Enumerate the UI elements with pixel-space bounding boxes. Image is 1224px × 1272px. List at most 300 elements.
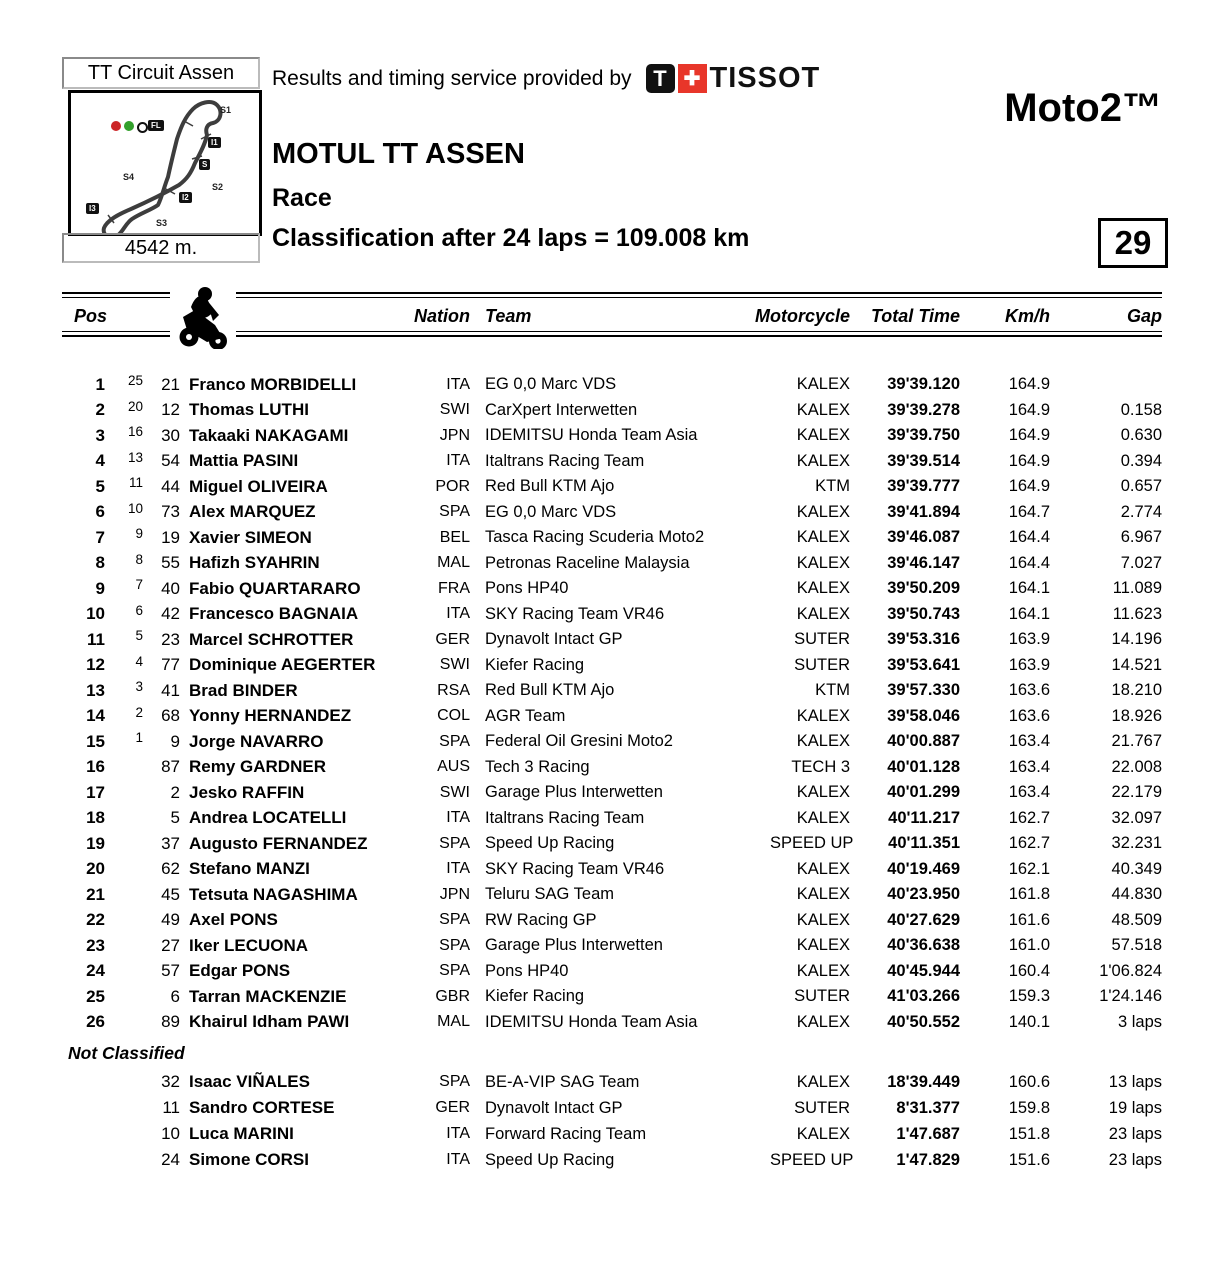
nation-cell: AUS — [437, 758, 470, 776]
rider-number-cell: 42 — [161, 604, 180, 624]
nation-cell: ITA — [446, 809, 470, 827]
gap-cell: 0.630 — [1120, 426, 1162, 445]
category-title: Moto2™ — [1004, 86, 1162, 130]
result-row — [62, 908, 1162, 934]
kmh-cell: 163.9 — [1008, 630, 1050, 649]
team-cell: Pons HP40 — [485, 961, 569, 980]
gap-cell: 2.774 — [1120, 502, 1162, 521]
total-time-cell: 18'39.449 — [887, 1072, 960, 1091]
result-row — [62, 959, 1162, 985]
pos-cell: 17 — [86, 782, 105, 802]
total-time-cell: 1'47.829 — [896, 1150, 960, 1169]
motorcycle-cell: TECH 3 — [791, 757, 850, 776]
rider-number-cell: 45 — [161, 884, 180, 904]
total-time-cell: 8'31.377 — [896, 1098, 960, 1117]
points-cell: 4 — [135, 653, 143, 669]
kmh-cell: 162.7 — [1008, 808, 1050, 827]
kmh-cell: 164.7 — [1008, 502, 1050, 521]
total-time-cell: 39'57.330 — [887, 681, 960, 700]
marker-ring-icon — [137, 122, 148, 133]
rider-name-cell: Edgar PONS — [189, 961, 291, 981]
motorcycle-cell: KALEX — [796, 859, 850, 878]
kmh-cell: 151.6 — [1008, 1150, 1050, 1169]
rider-number-cell: 87 — [161, 757, 180, 777]
points-cell: 5 — [135, 628, 143, 644]
total-time-cell: 40'11.351 — [888, 834, 960, 853]
gap-cell: 13 laps — [1108, 1072, 1162, 1091]
gap-cell: 19 laps — [1108, 1098, 1162, 1117]
rider-number-cell: 37 — [161, 833, 180, 853]
motorcycle-cell: KALEX — [796, 1072, 850, 1091]
points-cell: 8 — [135, 551, 143, 567]
result-row — [62, 1010, 1162, 1036]
rider-name-cell: Dominique AEGERTER — [189, 655, 376, 675]
classification-line: Classification after 24 laps = 109.008 km — [272, 224, 750, 252]
kmh-cell: 161.0 — [1008, 936, 1050, 955]
total-time-cell: 41'03.266 — [887, 987, 960, 1006]
motorcycle-cell: KALEX — [796, 910, 850, 929]
not-classified-results — [62, 1069, 1162, 1173]
rider-name-cell: Fabio QUARTARARO — [189, 578, 361, 598]
gap-cell: 23 laps — [1108, 1124, 1162, 1143]
nation-cell: JPN — [439, 426, 470, 444]
pos-cell: 10 — [86, 604, 105, 624]
nation-cell: MAL — [437, 554, 470, 572]
result-row — [62, 729, 1162, 755]
team-cell: RW Racing GP — [485, 910, 597, 929]
event-title: MOTUL TT ASSEN — [272, 138, 525, 170]
total-time-cell: 39'39.278 — [887, 400, 960, 419]
finish-line-marker: FL — [148, 120, 164, 131]
pos-cell: 6 — [95, 502, 105, 522]
pos-cell: 9 — [95, 578, 105, 598]
rider-name-cell: Thomas LUTHI — [189, 400, 309, 420]
rider-number-cell: 89 — [161, 1012, 180, 1032]
motorcycle-cell: KTM — [815, 681, 850, 700]
rider-number-cell: 32 — [161, 1072, 180, 1091]
rider-name-cell: Brad BINDER — [189, 680, 298, 700]
header-team: Team — [485, 305, 532, 326]
nation-cell: JPN — [439, 885, 470, 903]
nation-cell: SWI — [439, 656, 470, 674]
pos-cell: 25 — [86, 986, 105, 1006]
kmh-cell: 164.1 — [1008, 579, 1050, 598]
result-row — [62, 423, 1162, 449]
red-light-icon — [111, 121, 121, 131]
motorcycle-cell: KALEX — [796, 502, 850, 521]
rider-name-cell: Xavier SIMEON — [189, 527, 312, 547]
result-row — [62, 678, 1162, 704]
rider-number-cell: 49 — [161, 910, 180, 930]
rider-number-cell: 24 — [161, 1150, 180, 1169]
total-time-cell: 39'53.316 — [887, 630, 960, 649]
kmh-cell: 162.7 — [1008, 834, 1050, 853]
nation-cell: ITA — [446, 860, 470, 878]
kmh-cell: 159.8 — [1008, 1098, 1050, 1117]
rider-name-cell: Sandro CORTESE — [189, 1098, 335, 1117]
motorcycle-cell: KALEX — [796, 451, 850, 470]
kmh-cell: 162.1 — [1008, 859, 1050, 878]
gap-cell: 57.518 — [1111, 936, 1162, 955]
rider-name-cell: Iker LECUONA — [189, 935, 309, 955]
team-cell: EG 0,0 Marc VDS — [485, 375, 617, 394]
pos-cell: 5 — [95, 476, 105, 496]
rider-name-cell: Jesko RAFFIN — [189, 782, 305, 802]
classified-results — [62, 372, 1162, 1035]
gap-cell: 11.089 — [1112, 579, 1162, 598]
team-cell: Garage Plus Interwetten — [485, 783, 663, 802]
header-motorcycle: Motorcycle — [754, 305, 850, 326]
gap-cell: 21.767 — [1111, 732, 1162, 751]
rider-number-cell: 30 — [161, 425, 180, 445]
result-row — [62, 780, 1162, 806]
points-cell: 10 — [127, 500, 143, 516]
gap-cell: 22.179 — [1111, 783, 1162, 802]
team-cell: Dynavolt Intact GP — [485, 1098, 623, 1117]
pos-cell: 13 — [86, 680, 105, 700]
total-time-cell: 39'58.046 — [887, 706, 960, 725]
header-gap: Gap — [1126, 305, 1162, 326]
motorcycle-cell: KALEX — [796, 579, 850, 598]
green-light-icon — [124, 121, 134, 131]
total-time-cell: 40'01.128 — [887, 757, 960, 776]
team-cell: Petronas Raceline Malaysia — [485, 553, 690, 572]
motorcycle-cell: SPEED UP — [770, 834, 854, 853]
rider-name-cell: Franco MORBIDELLI — [189, 374, 357, 394]
kmh-cell: 160.4 — [1008, 961, 1050, 980]
rider-number-cell: 9 — [170, 731, 180, 751]
total-time-cell: 39'39.750 — [887, 426, 960, 445]
gap-cell: 48.509 — [1111, 910, 1162, 929]
kmh-cell: 164.4 — [1008, 553, 1050, 572]
gap-cell: 0.657 — [1120, 477, 1162, 496]
result-row — [62, 1069, 1162, 1095]
points-cell: 25 — [127, 373, 143, 389]
points-cell: 20 — [127, 398, 143, 414]
result-row — [62, 1121, 1162, 1147]
rider-number-cell: 27 — [161, 935, 180, 955]
team-cell: EG 0,0 Marc VDS — [485, 502, 617, 521]
rider-number-cell: 41 — [161, 680, 180, 700]
nation-cell: SPA — [439, 503, 470, 521]
team-cell: SKY Racing Team VR46 — [485, 859, 665, 878]
rider-number-cell: 54 — [161, 451, 180, 471]
points-cell: 3 — [135, 679, 143, 695]
result-row — [62, 1095, 1162, 1121]
team-cell: IDEMITSU Honda Team Asia — [485, 426, 698, 445]
team-cell: Kiefer Racing — [485, 987, 585, 1006]
pos-cell: 23 — [86, 935, 105, 955]
motorcycle-cell: KALEX — [796, 936, 850, 955]
result-row — [62, 627, 1162, 653]
rider-name-cell: Stefano MANZI — [189, 859, 310, 879]
rider-name-cell: Hafizh SYAHRIN — [189, 553, 320, 573]
rider-name-cell: Axel PONS — [189, 910, 278, 930]
nation-cell: SPA — [439, 911, 470, 929]
service-text: Results and timing service provided by — [272, 66, 632, 90]
points-cell: 7 — [135, 577, 143, 593]
total-time-cell: 40'01.299 — [887, 783, 960, 802]
sector-label-s1: S1 — [220, 105, 232, 115]
rider-name-cell: Andrea LOCATELLI — [189, 808, 347, 828]
motorcycle-cell: KALEX — [796, 808, 850, 827]
race-number-box — [1098, 218, 1168, 268]
motorcycle-cell: SUTER — [794, 655, 850, 674]
motorcycle-cell: KALEX — [796, 528, 850, 547]
result-row — [62, 372, 1162, 398]
rider-number-cell: 11 — [162, 1098, 180, 1117]
rider-number-cell: 10 — [161, 1124, 180, 1143]
circuit-name: TT Circuit Assen — [87, 61, 235, 84]
total-time-cell: 40'19.469 — [887, 859, 960, 878]
nation-cell: ITA — [446, 1125, 470, 1142]
kmh-cell: 163.4 — [1008, 783, 1050, 802]
gap-cell: 44.830 — [1111, 885, 1162, 904]
nation-cell: SPA — [439, 962, 470, 980]
motorcycle-cell: SUTER — [794, 987, 850, 1006]
nation-cell: GER — [435, 630, 470, 648]
gap-cell: 18.210 — [1111, 681, 1162, 700]
rider-number-cell: 40 — [161, 578, 180, 598]
kmh-cell: 151.8 — [1008, 1124, 1050, 1143]
track-length: 4542 m. — [124, 236, 198, 259]
circuit-name-box — [62, 57, 260, 89]
pos-cell: 19 — [86, 833, 105, 853]
total-time-cell: 39'39.514 — [887, 451, 960, 470]
header-kmh: Km/h — [1005, 305, 1050, 326]
result-row — [62, 398, 1162, 424]
rider-number-cell: 73 — [161, 502, 180, 522]
gap-cell: 14.196 — [1111, 630, 1162, 649]
intermediate-marker-i1: I1 — [208, 137, 221, 148]
rider-name-cell: Isaac VIÑALES — [189, 1072, 310, 1091]
kmh-cell: 164.9 — [1008, 477, 1050, 496]
nation-cell: RSA — [437, 681, 470, 699]
motorcycle-cell: KALEX — [796, 553, 850, 572]
nation-cell: POR — [435, 477, 470, 495]
result-row — [62, 806, 1162, 832]
rider-number-cell: 5 — [170, 808, 180, 828]
nation-cell: COL — [437, 707, 470, 725]
total-time-cell: 39'39.120 — [887, 375, 960, 394]
total-time-cell: 39'53.641 — [887, 655, 960, 674]
kmh-cell: 163.6 — [1008, 681, 1050, 700]
points-cell: 1 — [135, 730, 143, 746]
kmh-cell: 164.9 — [1008, 375, 1050, 394]
result-row — [62, 576, 1162, 602]
nation-cell: GBR — [435, 987, 470, 1005]
rider-name-cell: Alex MARQUEZ — [189, 502, 316, 522]
team-cell: BE-A-VIP SAG Team — [485, 1072, 640, 1091]
pos-cell: 7 — [95, 527, 105, 547]
team-cell: Speed Up Racing — [485, 834, 615, 853]
pos-cell: 4 — [95, 451, 105, 471]
nation-cell: ITA — [446, 1151, 470, 1168]
speed-marker-s: S — [199, 159, 210, 170]
tissot-wordmark: TISSOT — [709, 62, 821, 94]
total-time-cell: 40'23.950 — [887, 885, 960, 904]
total-time-cell: 40'50.552 — [887, 1012, 960, 1031]
gap-cell: 22.008 — [1111, 757, 1162, 776]
rider-name-cell: Tetsuta NAGASHIMA — [189, 884, 358, 904]
rider-number-cell: 2 — [170, 782, 180, 802]
header-total-time: Total Time — [870, 305, 960, 326]
kmh-cell: 164.4 — [1008, 528, 1050, 547]
team-cell: Kiefer Racing — [485, 655, 585, 674]
points-cell: 16 — [127, 424, 143, 440]
points-cell: 13 — [127, 449, 143, 465]
rider-name-cell: Luca MARINI — [189, 1124, 294, 1143]
pos-cell: 24 — [86, 961, 105, 981]
header-nation: Nation — [414, 305, 470, 326]
nation-cell: ITA — [446, 452, 470, 470]
total-time-cell: 39'46.087 — [887, 528, 960, 547]
kmh-cell: 164.9 — [1008, 400, 1050, 419]
total-time-cell: 40'00.887 — [887, 732, 960, 751]
rider-name-cell: Khairul Idham PAWI — [189, 1012, 350, 1032]
rider-number-cell: 6 — [170, 986, 180, 1006]
pos-cell: 12 — [86, 655, 105, 675]
nation-cell: BEL — [439, 528, 470, 546]
team-cell: Tasca Racing Scuderia Moto2 — [485, 528, 705, 547]
gap-cell: 40.349 — [1111, 859, 1162, 878]
kmh-cell: 164.9 — [1008, 451, 1050, 470]
nation-cell: SPA — [439, 834, 470, 852]
result-row — [62, 831, 1162, 857]
rider-name-cell: Marcel SCHROTTER — [189, 629, 354, 649]
rider-name-cell: Tarran MACKENZIE — [189, 986, 347, 1006]
gap-cell: 0.158 — [1120, 400, 1162, 419]
kmh-cell: 163.4 — [1008, 732, 1050, 751]
result-row — [62, 704, 1162, 730]
sector-label-s3: S3 — [156, 218, 168, 228]
total-time-cell: 40'45.944 — [887, 961, 960, 980]
race-number: 29 — [1114, 224, 1152, 261]
pos-cell: 15 — [86, 731, 105, 751]
team-cell: AGR Team — [485, 706, 566, 725]
pos-cell: 8 — [95, 553, 105, 573]
rider-name-cell: Francesco BAGNAIA — [189, 604, 359, 624]
table-header — [62, 292, 1162, 340]
result-row — [62, 933, 1162, 959]
rider-number-cell: 55 — [161, 553, 180, 573]
pos-cell: 1 — [95, 374, 105, 394]
team-cell: SKY Racing Team VR46 — [485, 604, 665, 623]
intermediate-marker-i3: I3 — [86, 203, 99, 214]
pos-cell: 3 — [95, 425, 105, 445]
track-map — [68, 90, 262, 236]
kmh-cell: 161.6 — [1008, 910, 1050, 929]
gap-cell: 23 laps — [1108, 1150, 1162, 1169]
service-line — [272, 62, 820, 95]
result-row — [62, 474, 1162, 500]
points-cell: 6 — [135, 602, 143, 618]
team-cell: IDEMITSU Honda Team Asia — [485, 1012, 698, 1031]
pos-cell: 16 — [86, 757, 105, 777]
team-cell: Speed Up Racing — [485, 1150, 615, 1169]
team-cell: Forward Racing Team — [485, 1124, 647, 1143]
nation-cell: MAL — [437, 1013, 470, 1031]
team-cell: Italtrans Racing Team — [485, 808, 645, 827]
team-cell: Garage Plus Interwetten — [485, 936, 663, 955]
rider-number-cell: 62 — [161, 859, 180, 879]
pos-cell: 11 — [87, 629, 105, 649]
gap-cell: 32.231 — [1111, 834, 1162, 853]
motorcycle-cell: SUTER — [794, 630, 850, 649]
nation-cell: ITA — [446, 375, 470, 393]
result-row — [62, 551, 1162, 577]
team-cell: CarXpert Interwetten — [485, 400, 638, 419]
gap-cell: 1'24.146 — [1099, 987, 1162, 1006]
motorcycle-cell: KALEX — [796, 426, 850, 445]
rider-number-cell: 23 — [161, 629, 180, 649]
gap-cell: 11.623 — [1112, 604, 1162, 623]
header-pos: Pos — [74, 305, 108, 326]
gap-cell: 3 laps — [1117, 1012, 1162, 1031]
motorcycle-cell: KTM — [815, 477, 850, 496]
pos-cell: 26 — [86, 1012, 105, 1032]
motorcycle-cell: SUTER — [794, 1098, 850, 1117]
nation-cell: SWI — [439, 401, 470, 419]
pos-cell: 2 — [95, 400, 105, 420]
points-cell: 2 — [135, 704, 143, 720]
rider-number-cell: 44 — [161, 476, 180, 496]
pos-cell: 20 — [86, 859, 105, 879]
kmh-cell: 164.9 — [1008, 426, 1050, 445]
rider-name-cell: Yonny HERNANDEZ — [189, 706, 352, 726]
team-cell: Pons HP40 — [485, 579, 569, 598]
nation-cell: SWI — [439, 783, 470, 801]
nation-cell: FRA — [438, 579, 470, 597]
rider-number-cell: 77 — [161, 655, 180, 675]
track-length-box — [62, 233, 260, 263]
pos-cell: 18 — [86, 808, 105, 828]
result-row — [62, 602, 1162, 628]
result-row — [62, 755, 1162, 781]
total-time-cell: 40'11.217 — [888, 808, 960, 827]
team-cell: Red Bull KTM Ajo — [485, 681, 615, 700]
rider-name-cell: Miguel OLIVEIRA — [189, 476, 328, 496]
result-row — [62, 449, 1162, 475]
pos-cell: 21 — [86, 884, 105, 904]
swiss-cross-icon: ✚ — [678, 64, 707, 93]
motorcycle-cell: KALEX — [796, 961, 850, 980]
motorcycle-cell: KALEX — [796, 732, 850, 751]
points-cell: 9 — [135, 526, 143, 542]
gap-cell: 14.521 — [1111, 655, 1162, 674]
team-cell: Red Bull KTM Ajo — [485, 477, 615, 496]
rider-number-cell: 19 — [161, 527, 180, 547]
result-row — [62, 984, 1162, 1010]
gap-cell: 0.394 — [1120, 451, 1162, 470]
rider-name-cell: Augusto FERNANDEZ — [189, 833, 368, 853]
tissot-logo — [646, 62, 821, 95]
kmh-cell: 163.4 — [1008, 757, 1050, 776]
total-time-cell: 39'46.147 — [887, 553, 960, 572]
nation-cell: SPA — [439, 936, 470, 954]
total-time-cell: 39'50.209 — [887, 579, 960, 598]
gap-cell: 7.027 — [1120, 553, 1162, 572]
total-time-cell: 40'36.638 — [887, 936, 960, 955]
kmh-cell: 161.8 — [1008, 885, 1050, 904]
motorcycle-cell: KALEX — [796, 604, 850, 623]
team-cell: Teluru SAG Team — [485, 885, 615, 904]
motorcycle-rider-icon — [170, 281, 236, 353]
rider-name-cell: Jorge NAVARRO — [189, 731, 324, 751]
nation-cell: GER — [435, 1099, 470, 1116]
result-row — [62, 525, 1162, 551]
kmh-cell: 140.1 — [1008, 1012, 1050, 1031]
